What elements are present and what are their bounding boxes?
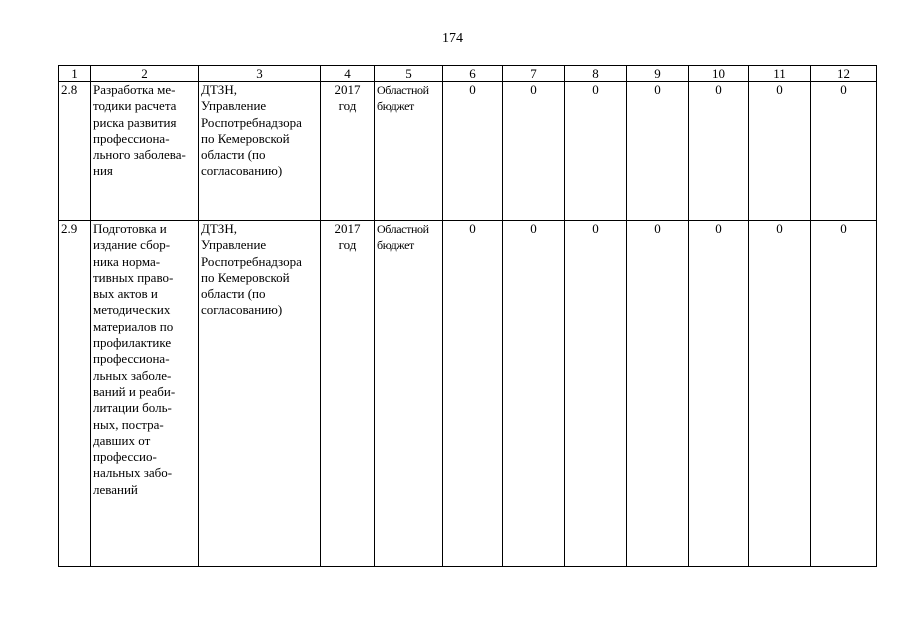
column-header: 3 (199, 66, 321, 82)
year: 2017 год (321, 221, 375, 567)
column-header: 1 (59, 66, 91, 82)
value-cell: 0 (627, 221, 689, 567)
year: 2017 год (321, 82, 375, 221)
table-row (59, 82, 877, 221)
value-cell: 0 (749, 221, 811, 567)
column-header: 12 (811, 66, 877, 82)
value-cell: 0 (811, 82, 877, 221)
column-header: 2 (91, 66, 199, 82)
column-header: 11 (749, 66, 811, 82)
value-cell: 0 (565, 221, 627, 567)
value-cell: 0 (443, 82, 503, 221)
row-number: 2.8 (59, 82, 91, 221)
column-header: 8 (565, 66, 627, 82)
value-cell: 0 (689, 221, 749, 567)
table-header-row (59, 66, 877, 82)
value-cell: 0 (811, 221, 877, 567)
measure-title: Разработка ме- тодики расчета риска развития профессиона- льного заболева- ния (91, 82, 199, 221)
executor: ДТЗН, Управление Роспотребнадзора по Кемеровской области (по согласованию) (199, 221, 321, 567)
executor: ДТЗН, Управление Роспотребнадзора по Кемеровской области (по согласованию) (199, 82, 321, 221)
column-header: 7 (503, 66, 565, 82)
value-cell: 0 (689, 82, 749, 221)
value-cell: 0 (503, 82, 565, 221)
value-cell: 0 (627, 82, 689, 221)
column-header: 10 (689, 66, 749, 82)
page-number: 174 (442, 31, 463, 46)
column-header: 9 (627, 66, 689, 82)
value-cell: 0 (565, 82, 627, 221)
measure-title: Подготовка и издание сбор- ника норма- тивных право- вых актов и методических материалов по профилактике профессиона- льных заболе- ваний и реаби- литации боль- ных, постра- давших от профессио- нальных забо- леваний (91, 221, 199, 567)
funding-source: Областной бюджет (375, 82, 443, 221)
column-header: 6 (443, 66, 503, 82)
row-number: 2.9 (59, 221, 91, 567)
value-cell: 0 (503, 221, 565, 567)
budget-table (58, 65, 877, 567)
value-cell: 0 (443, 221, 503, 567)
value-cell: 0 (749, 82, 811, 221)
funding-source: Областной бюджет (375, 221, 443, 567)
column-header: 4 (321, 66, 375, 82)
column-header: 5 (375, 66, 443, 82)
table-row (59, 221, 877, 567)
